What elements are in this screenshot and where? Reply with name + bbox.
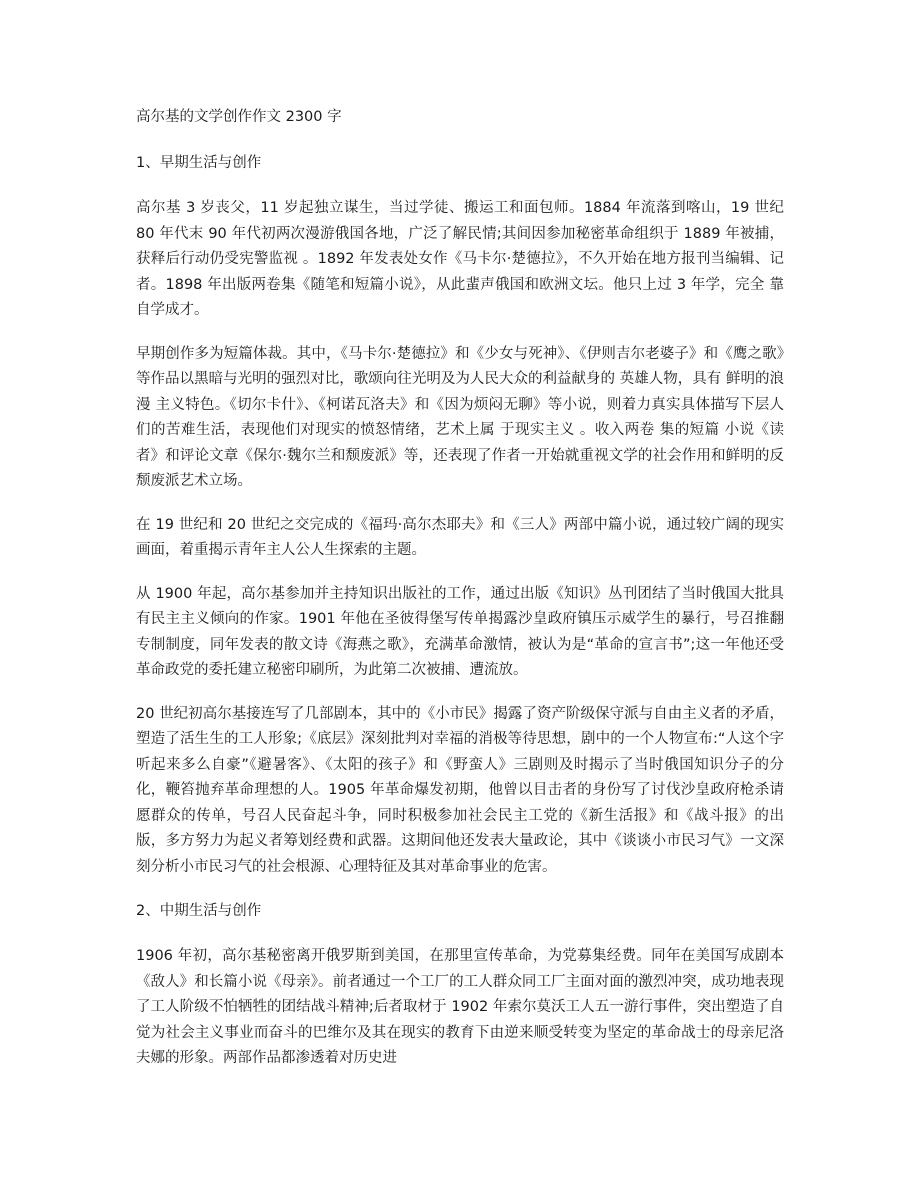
paragraph: 1906 年初，高尔基秘密离开俄罗斯到美国，在那里宣传革命，为党募集经费。同年在美国写成剧本《敌人》和长篇小说《母亲》。前者通过一个工厂的工人群众同工厂主面对面的激烈冲突，成功地表现了工人阶级不怕牺牲的团结战斗精神;后者取材于 1902 年索尔莫沃工人五一游行事件，突出塑造了自觉为社会主义事业而奋斗的巴维尔及其在现实的教育下由逆来顺受转变为坚定的革命战士的母亲尼洛夫娜的形象。两部作品都渗透着对历史进	[136, 948, 784, 1066]
paragraph: 20 世纪初高尔基接连写了几部剧本，其中的《小市民》揭露了资产阶级保守派与自由主义者的矛盾，塑造了活生生的工人形象;《底层》深刻批判对幸福的消极等待思想，剧中的一个人物宣布:“人这个字听起来多么自豪”《避暑客》、《太阳的孩子》和《野蛮人》三剧则及时揭示了当时俄国知识分子的分化，鞭笞抛弃革命理想的人。1905 年革命爆发初期，他曾以目击者的身份写了讨伐沙皇政府枪杀请愿群众的传单，号召人民奋起斗争，同时积极参加社会民主工党的《新生活报》和《战斗报》的出版，多方努力为起义者筹划经费和武器。这期间他还发表大量政论，其中《谈谈小市民习气》一文深刻分析小市民习气的社会根源、心理特征及其对革命事业的危害。	[136, 705, 784, 875]
paragraph: 在 19 世纪和 20 世纪之交完成的《福玛·高尔杰耶夫》和《三人》两部中篇小说，通过较广阔的现实画面，着重揭示青年主人公人生探索的主题。	[136, 516, 784, 558]
section-heading-early-life: 1、早期生活与创作	[136, 155, 262, 171]
paragraph: 早期创作多为短篇体裁。其中，《马卡尔·楚德拉》和《少女与死神》、《伊则吉尔老婆子》和《鹰之歌》等作品以黑暗与光明的强烈对比，歌颂向往光明及为人民大众的利益献身的 英雄人物，具有 鲜明的浪漫 主义特色。《切尔卡什》、《柯诺瓦洛夫》和《因为烦闷无聊》等小说，则着力真实具体描写下层人们的苦难生活，表现他们对现实的愤怒情绪，艺术上属 于现实主义 。收入两卷 集的短篇 小说《读者》和评论文章《保尔·魏尔兰和颓废派》等，还表现了作者一开始就重视文学的社会作用和鲜明的反颓废派艺术立场。	[136, 345, 784, 489]
document-page	[136, 104, 784, 1090]
paragraph: 从 1900 年起，高尔基参加并主持知识出版社的工作，通过出版《知识》丛刊团结了当时俄国大批具有民主主义倾向的作家。1901 年他在圣彼得堡写传单揭露沙皇政府镇压示威学生的暴行，号召推翻专制制度，同年发表的散文诗《海燕之歌》，充满革命激情，被认为是“革命的宣言书”;这一年他还受革命政党的委托建立秘密印刷所，为此第二次被捕、遭流放。	[136, 585, 784, 678]
document-title: 高尔基的文学创作作文 2300 字	[136, 109, 342, 125]
paragraph: 高尔基 3 岁丧父，11 岁起独立谋生，当过学徒、搬运工和面包师。1884 年流落到喀山，19 世纪 80 年代末 90 年代初两次漫游俄国各地，广泛了解民情;其间因参加秘密革命组织于 1889 年被捕，获释后行动仍受宪警监视 。1892 年发表处女作《马卡尔·楚德拉》，不久开始在地方报刊当编辑、记者。1898 年出版两卷集《随笔和短篇小说》，从此蜚声俄国和欧洲文坛。他只上过 3 年学，完全 靠自学成才。	[136, 200, 784, 318]
section-heading-middle-period: 2、中期生活与创作	[136, 903, 262, 919]
